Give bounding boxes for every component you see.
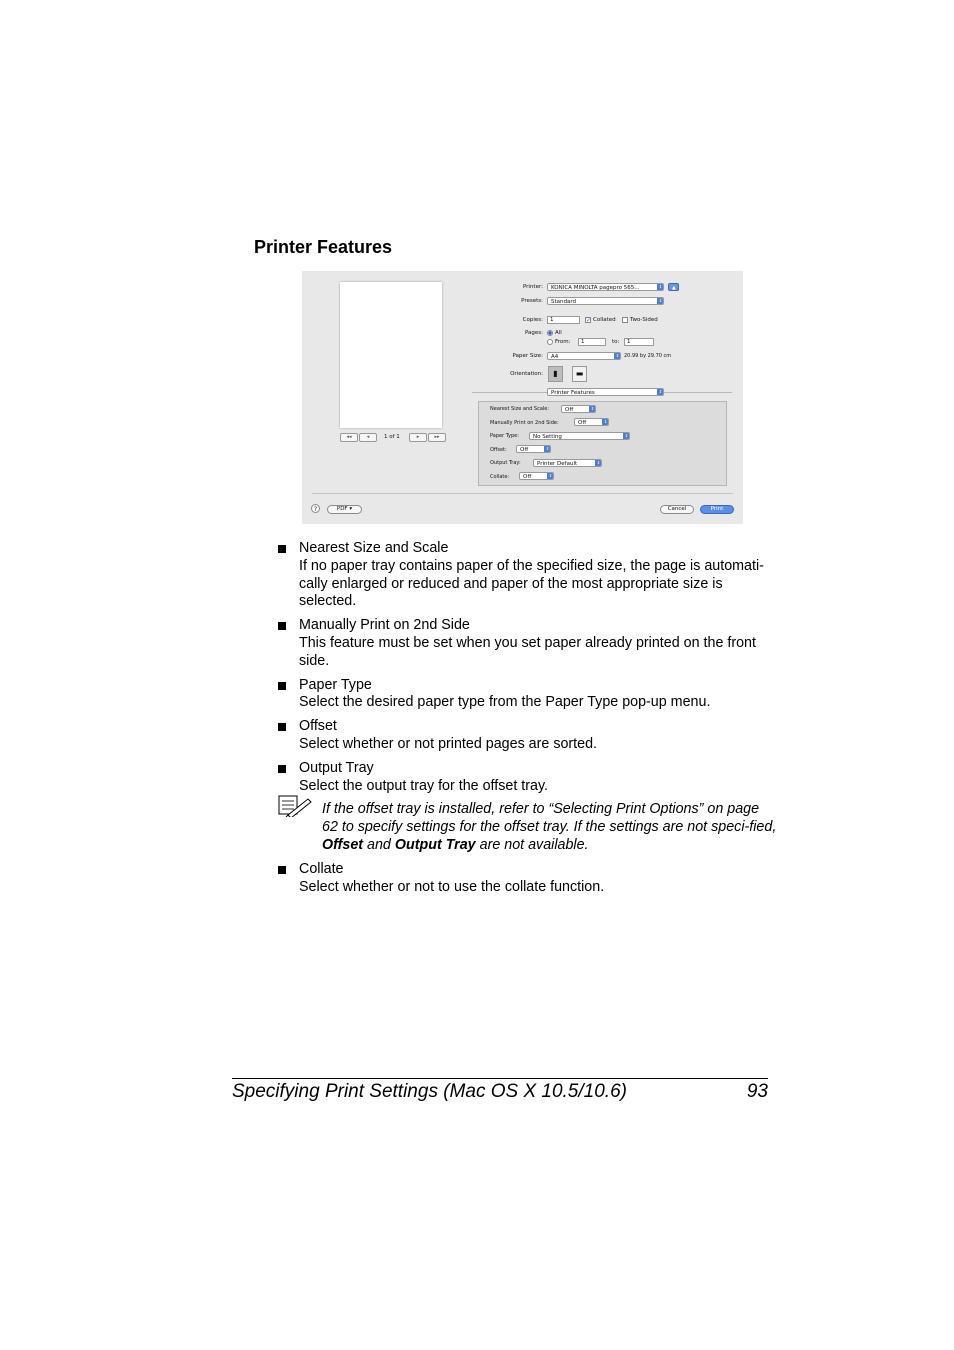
bullet-icon [278, 545, 286, 553]
orientation-label: Orientation: [510, 371, 543, 377]
presets-label: Presets: [521, 298, 543, 304]
presets-value: Standard [551, 299, 577, 305]
item-title: Collate [299, 860, 344, 877]
manual-2nd-side-popup[interactable] [574, 418, 609, 426]
print-button[interactable]: Print [700, 505, 734, 514]
feature-list [277, 540, 777, 902]
nearest-size-popup[interactable] [561, 405, 596, 413]
collated-checkbox[interactable]: ✓ [586, 317, 592, 324]
two-sided-checkbox[interactable] [622, 317, 628, 323]
chevron-updown-icon: ⇕ [603, 419, 608, 424]
landscape-orientation-icon[interactable]: ▬ [572, 366, 587, 382]
paper-size-value: A4 [551, 354, 559, 360]
chevron-updown-icon: ⇕ [548, 473, 553, 478]
bullet-icon [278, 765, 286, 773]
collate-value: Off [523, 474, 532, 480]
item-title: Manually Print on 2nd Side [299, 617, 470, 634]
printer-label: Printer: [522, 284, 543, 290]
next-page-button[interactable]: ▸ [409, 433, 427, 442]
pages-to-field[interactable]: 1 [624, 338, 654, 346]
list-item [277, 718, 777, 754]
chevron-updown-icon: ⇕ [624, 433, 629, 438]
paper-type-value: No Setting [533, 434, 562, 440]
note-bold-output-tray: Output Tray [394, 836, 476, 853]
printer-value: KONICA MINOLTA pagepro 565... [551, 285, 640, 291]
copies-label: Copies: [522, 317, 543, 323]
panel-popup[interactable] [547, 388, 664, 396]
list-item [277, 677, 777, 713]
item-desc: Select whether or not printed pages are sorted. [299, 735, 598, 752]
pdf-button[interactable]: PDF ▾ [327, 505, 362, 514]
print-dialog-screenshot [302, 271, 743, 524]
list-item [277, 861, 777, 897]
nearest-size-value: Off [565, 407, 574, 413]
offset-label: Offset: [490, 447, 507, 453]
bullet-icon [278, 866, 286, 874]
pages-from-radio[interactable] [547, 339, 553, 345]
list-item [277, 540, 777, 611]
pages-all-label: All [555, 330, 562, 336]
pages-label: Pages: [524, 330, 543, 336]
item-title: Output Tray [299, 759, 374, 776]
chevron-updown-icon: ⇕ [545, 446, 550, 451]
nearest-size-label: Nearest Size and Scale: [490, 406, 550, 412]
paper-size-popup[interactable] [547, 352, 621, 360]
pages-from-field[interactable]: 1 [578, 338, 606, 346]
chevron-updown-icon: ⇕ [658, 389, 663, 394]
note-bold-offset: Offset [322, 836, 364, 853]
printer-features-group [478, 401, 727, 486]
bullet-icon [278, 682, 286, 690]
preview-nav-right [409, 433, 446, 441]
pages-from-label: From: [555, 339, 571, 345]
offset-popup[interactable] [516, 445, 551, 453]
portrait-orientation-icon[interactable]: ▮ [548, 366, 563, 382]
triangle-up-icon: ▲ [672, 285, 676, 291]
chevron-updown-icon: ⇕ [590, 406, 595, 411]
note [277, 801, 777, 854]
collated-label: Collated [593, 317, 616, 323]
paper-type-popup[interactable] [529, 432, 630, 440]
first-page-button[interactable]: ◂◂ [340, 433, 358, 442]
pages-to-label: to: [612, 339, 620, 345]
page-indicator: 1 of 1 [384, 434, 400, 440]
output-tray-popup[interactable] [533, 459, 602, 467]
offset-value: Off [520, 447, 529, 453]
two-sided-label: Two-Sided [630, 317, 658, 323]
item-desc: This feature must be set when you set paper already printed on the front side. [299, 634, 756, 669]
printer-popup[interactable] [547, 283, 664, 291]
presets-popup[interactable] [547, 297, 664, 305]
section-title: Printer Features [254, 237, 393, 257]
page-number: 93 [746, 1081, 768, 1102]
item-desc: If no paper tray contains paper of the specified size, the page is automati-cally enlarged or reduced and paper of the most appropriate size is selected. [299, 557, 764, 610]
pages-all-radio[interactable] [547, 330, 553, 336]
manual-2nd-side-label: Manually Print on 2nd Side: [490, 420, 559, 426]
footer-rule [232, 1078, 768, 1079]
copies-field[interactable]: 1 [547, 316, 580, 324]
paper-type-label: Paper Type: [490, 433, 519, 439]
output-tray-label: Output Tray: [490, 460, 521, 466]
bottom-separator [312, 493, 733, 494]
chevron-updown-icon: ⇕ [658, 298, 663, 303]
item-title: Offset [299, 718, 337, 735]
paper-size-label: Paper Size: [512, 353, 543, 359]
chevron-updown-icon: ⇕ [615, 353, 620, 358]
output-tray-value: Printer Default [537, 461, 578, 467]
chevron-updown-icon: ⇕ [596, 460, 601, 465]
cancel-button[interactable]: Cancel [660, 505, 694, 514]
item-title: Paper Type [299, 676, 372, 693]
preview-page [340, 282, 442, 428]
last-page-button[interactable]: ▸▸ [428, 433, 446, 442]
item-desc: Select whether or not to use the collate function. [299, 878, 605, 895]
bullet-icon [278, 622, 286, 630]
manual-2nd-side-value: Off [578, 420, 587, 426]
chevron-updown-icon: ⇕ [658, 284, 663, 289]
note-pencil-icon [278, 795, 312, 817]
collate-popup[interactable] [519, 472, 554, 480]
paper-size-dims: 20.99 by 29.70 cm [624, 353, 672, 359]
collate-label: Collate: [490, 474, 510, 480]
panel-value: Printer Features [551, 390, 595, 396]
footer-title: Specifying Print Settings (Mac OS X 10.5/10.6) [232, 1081, 627, 1102]
prev-page-button[interactable]: ◂ [359, 433, 377, 442]
item-desc: Select the desired paper type from the Paper Type pop-up menu. [299, 694, 711, 711]
printer-expand-button[interactable] [668, 283, 679, 291]
list-item [277, 760, 777, 796]
item-desc: Select the output tray for the offset tray. [299, 777, 549, 794]
list-item [277, 617, 777, 670]
preview-nav-left [340, 433, 377, 441]
note-text: If the offset tray is installed, refer to “Selecting Print Options” on page 62 to specify settings for the offset tray. If the settings are not speci-fied, Offset and Output Tray are not available. [322, 801, 777, 853]
bullet-icon [278, 723, 286, 731]
item-title: Nearest Size and Scale [299, 540, 449, 556]
help-icon[interactable]: ? [311, 504, 320, 513]
